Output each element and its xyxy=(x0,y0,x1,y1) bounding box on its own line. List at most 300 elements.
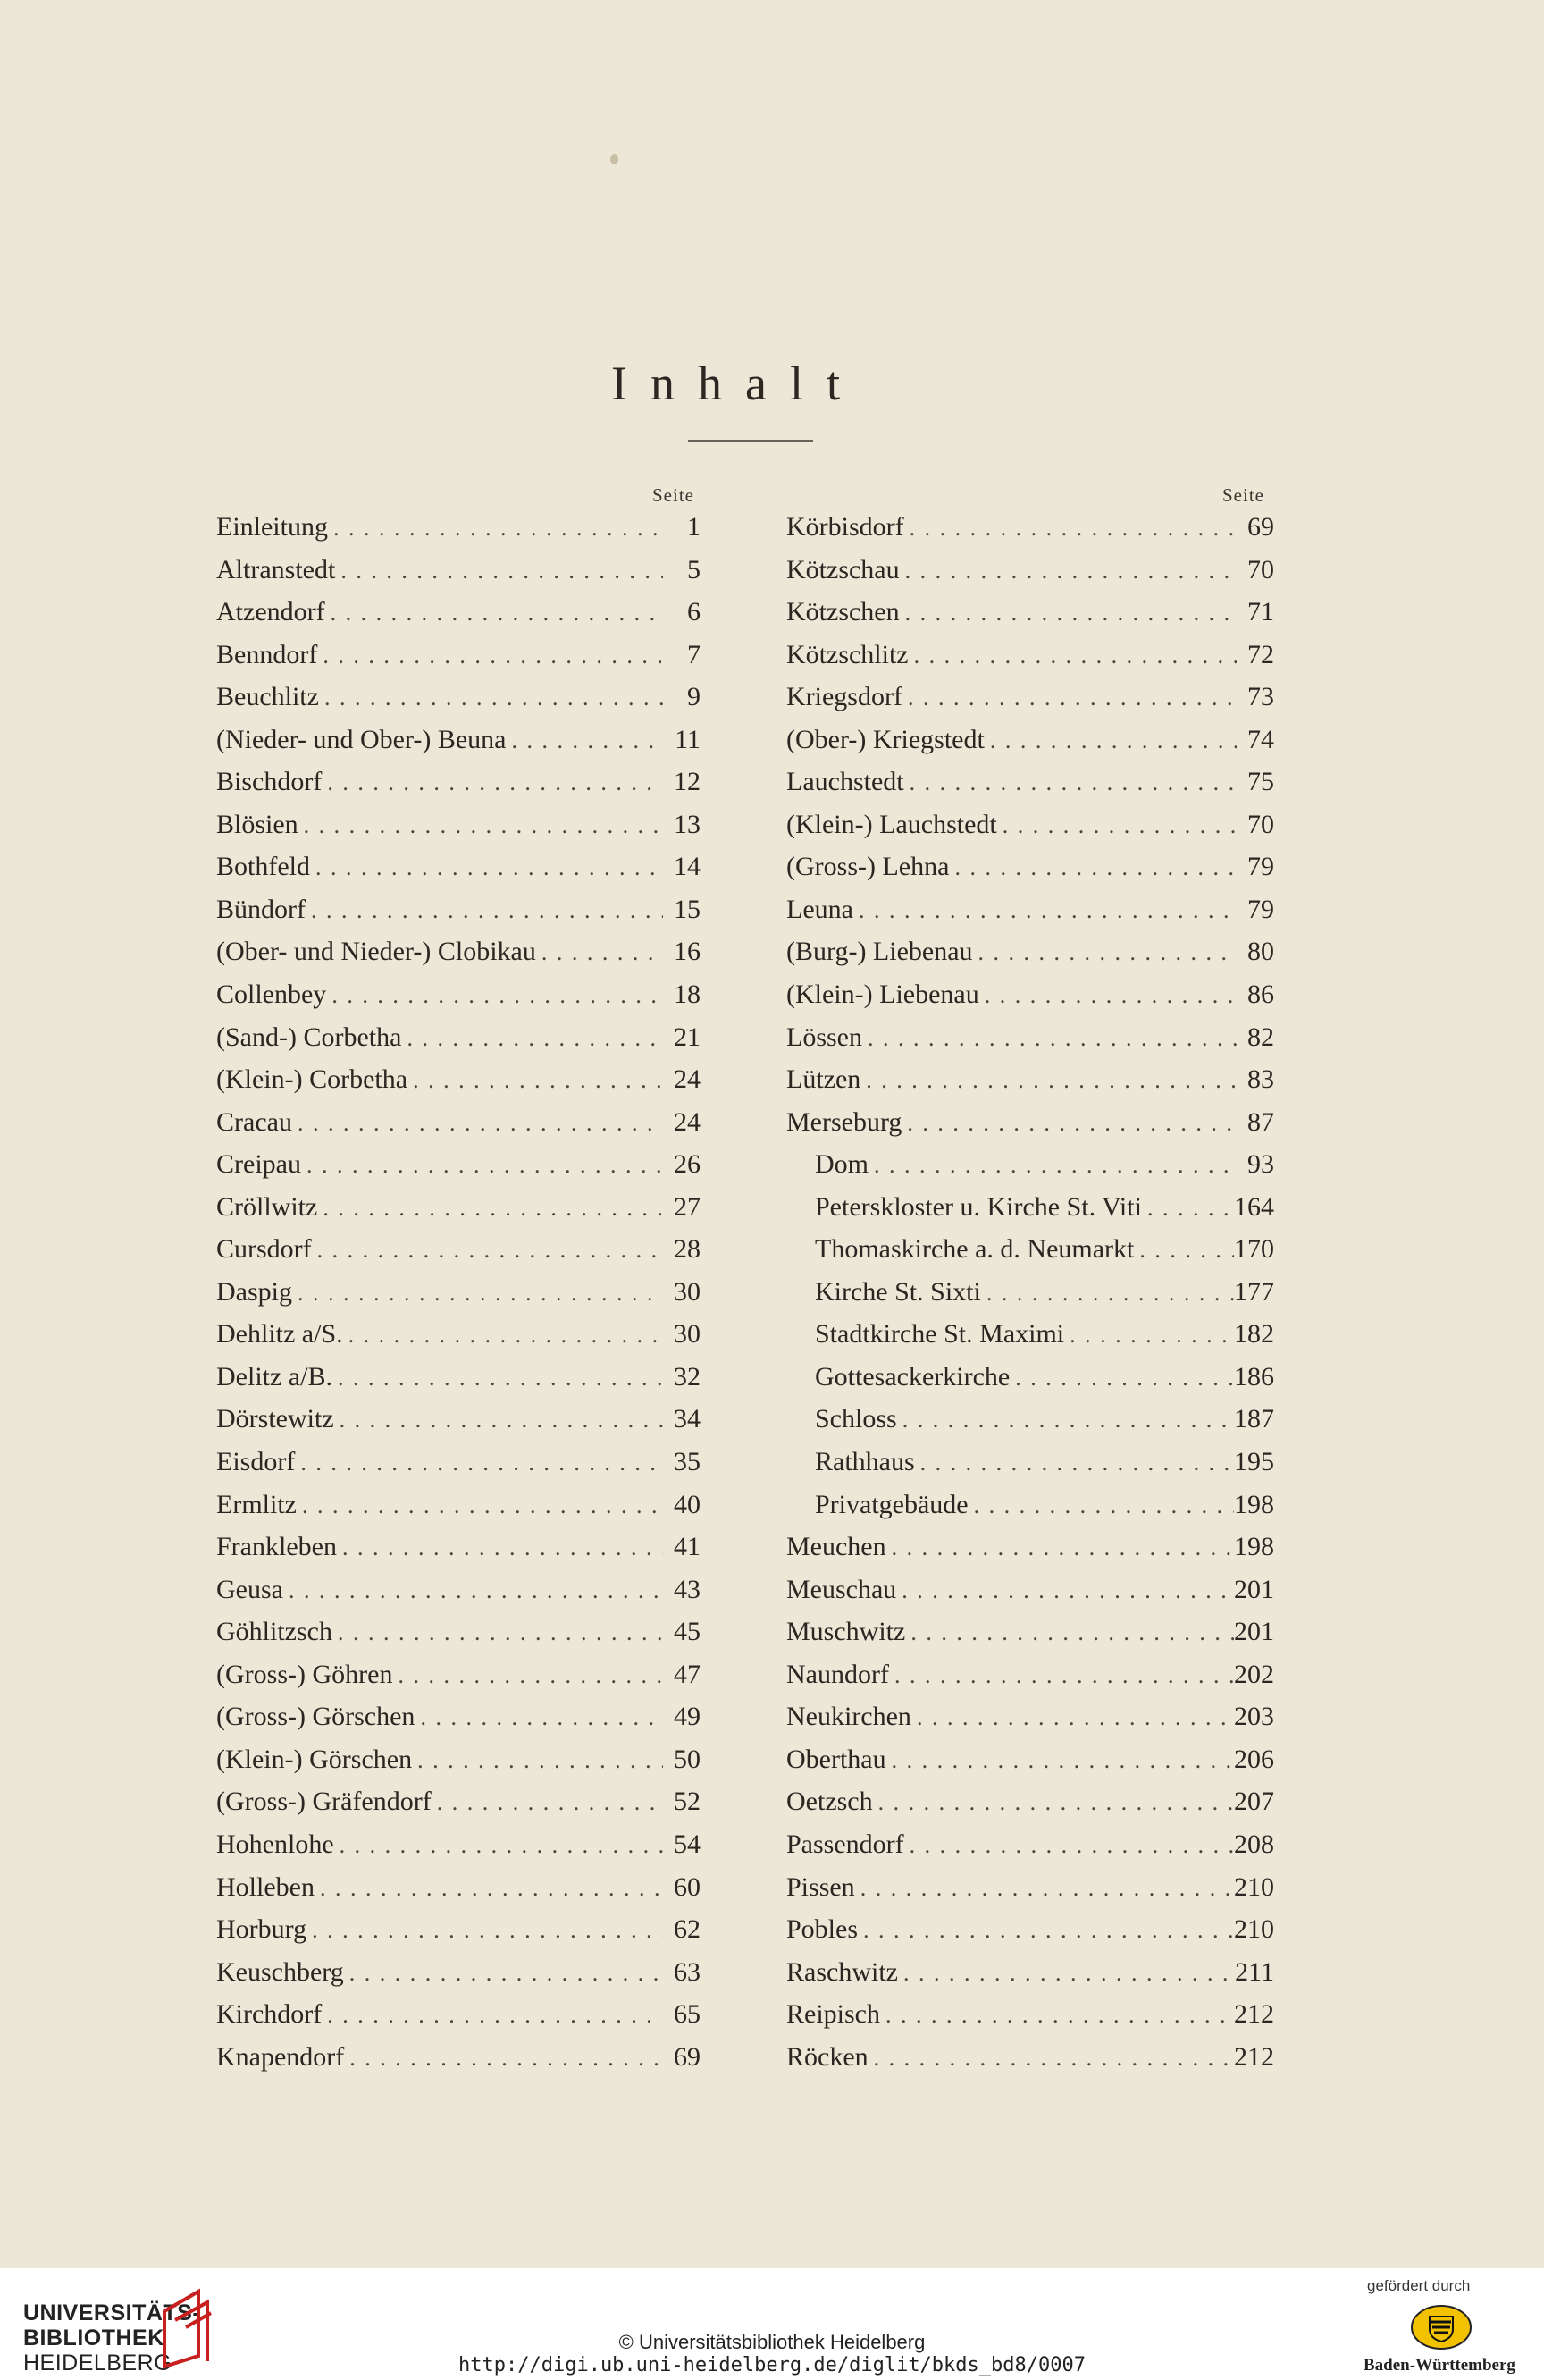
dot-leader xyxy=(325,592,663,634)
toc-entry-name: Einleitung xyxy=(216,512,328,542)
dot-leader xyxy=(319,677,663,719)
toc-entry-page: 203 xyxy=(1234,1702,1274,1732)
dot-leader xyxy=(295,1442,663,1484)
toc-entry xyxy=(216,1908,701,1951)
dot-leader xyxy=(292,1102,663,1144)
toc-entry-page: 34 xyxy=(674,1404,701,1434)
toc-entry-name: Holleben xyxy=(216,1871,315,1902)
toc-entry xyxy=(216,1058,701,1101)
toc-entry-name: Bischdorf xyxy=(216,767,323,797)
toc-entry-name: Pobles xyxy=(786,1914,859,1945)
toc-entry-page: 49 xyxy=(674,1702,701,1732)
toc-entry xyxy=(216,506,701,549)
dot-leader xyxy=(334,1824,663,1866)
toc-entry-name: Privatgebäude xyxy=(815,1489,969,1519)
toc-entry-page: 52 xyxy=(674,1787,701,1817)
dot-leader xyxy=(301,1144,663,1186)
toc-entry xyxy=(786,1610,1274,1653)
toc-entry xyxy=(216,1951,701,1994)
toc-entry-page: 70 xyxy=(1247,809,1274,839)
dot-leader xyxy=(283,1569,663,1611)
toc-entry-page: 18 xyxy=(674,980,701,1010)
dot-leader xyxy=(315,1867,663,1909)
toc-entry-name: Cröllwitz xyxy=(216,1191,318,1222)
toc-entry-name: Passendorf xyxy=(786,1829,904,1859)
state-crest-icon xyxy=(1410,2304,1473,2351)
toc-entry-page: 202 xyxy=(1234,1659,1274,1689)
toc-entry xyxy=(786,973,1274,1016)
toc-entry xyxy=(786,1271,1274,1314)
dot-leader xyxy=(322,761,663,803)
toc-entry-page: 164 xyxy=(1234,1191,1274,1222)
title-rule xyxy=(688,440,813,442)
toc-entry-page: 198 xyxy=(1234,1489,1274,1519)
dot-leader xyxy=(326,974,663,1016)
dot-leader xyxy=(332,1357,663,1399)
dot-leader xyxy=(880,1994,1234,2036)
toc-entry-name: Reipisch xyxy=(786,1999,880,2030)
toc-entry xyxy=(786,1695,1274,1738)
dot-leader xyxy=(896,1569,1234,1611)
toc-entry-name: Lössen xyxy=(786,1022,862,1052)
toc-entry xyxy=(786,1441,1274,1484)
toc-entry-page: 86 xyxy=(1247,980,1274,1010)
toc-entry-name: Beuchlitz xyxy=(216,682,319,712)
toc-entry xyxy=(216,676,701,719)
toc-entry-page: 60 xyxy=(674,1871,701,1902)
toc-entry xyxy=(216,930,701,973)
toc-entry xyxy=(786,1993,1274,2036)
toc-entry-name: Gottesackerkirche xyxy=(815,1361,1011,1392)
dot-leader xyxy=(335,550,663,592)
toc-entry-page: 186 xyxy=(1234,1361,1274,1392)
toc-entry xyxy=(786,591,1274,634)
toc-entry-name: (Gross-) Göhren xyxy=(216,1659,393,1689)
toc-entry-page: 32 xyxy=(674,1361,701,1392)
dot-leader xyxy=(985,719,1237,761)
dot-leader xyxy=(298,804,663,846)
dot-leader xyxy=(317,1187,663,1229)
library-name-line3: HEIDELBERG xyxy=(23,2351,172,2376)
toc-entry-page: 50 xyxy=(674,1744,701,1774)
toc-entry-name: Göhlitzsch xyxy=(216,1617,332,1647)
toc-entry-name: Kriegsdorf xyxy=(786,682,902,712)
dot-leader xyxy=(292,1272,663,1314)
toc-entry-name: Merseburg xyxy=(786,1106,902,1137)
dot-leader xyxy=(909,635,1237,677)
toc-entry-page: 201 xyxy=(1234,1617,1274,1647)
toc-entry-page: 45 xyxy=(674,1617,701,1647)
toc-entry-name: Daspig xyxy=(216,1276,292,1307)
toc-entry xyxy=(216,1186,701,1229)
toc-entry-page: 80 xyxy=(1247,937,1274,967)
toc-entry-name: Kirchdorf xyxy=(216,1999,323,2030)
library-name-line1: UNIVERSITÄTS- xyxy=(23,2300,201,2325)
toc-entry-name: Cracau xyxy=(216,1106,292,1137)
toc-entry xyxy=(216,1398,701,1441)
toc-entry-page: 35 xyxy=(674,1447,701,1477)
dot-leader xyxy=(886,1739,1234,1781)
toc-entry-name: Kirche St. Sixti xyxy=(815,1276,981,1307)
dot-leader xyxy=(868,2037,1234,2079)
dot-leader xyxy=(902,677,1237,719)
toc-entry-page: 83 xyxy=(1247,1064,1274,1095)
library-name-line2: BIBLIOTHEK xyxy=(23,2325,164,2351)
toc-entry-name: Altranstedt xyxy=(216,554,336,584)
toc-entry xyxy=(216,1101,701,1144)
toc-entry xyxy=(786,803,1274,846)
toc-entry xyxy=(786,761,1274,803)
toc-entry-page: 41 xyxy=(674,1532,701,1562)
toc-entry xyxy=(786,2036,1274,2079)
toc-entry-name: Thomaskirche a. d. Neumarkt xyxy=(815,1234,1135,1265)
toc-entry-name: Benndorf xyxy=(216,639,318,669)
toc-entry xyxy=(786,1313,1274,1356)
toc-entry-name: Blösien xyxy=(216,809,298,839)
toc-entry xyxy=(216,549,701,592)
toc-entry-name: Geusa xyxy=(216,1574,283,1604)
toc-entry-name: (Gross-) Görschen xyxy=(216,1702,415,1732)
toc-entry xyxy=(786,1143,1274,1186)
toc-entry-page: 30 xyxy=(674,1319,701,1350)
toc-entry xyxy=(786,1484,1274,1526)
toc-entry xyxy=(786,888,1274,931)
toc-entry-page: 195 xyxy=(1234,1447,1274,1477)
toc-entry-page: 177 xyxy=(1234,1276,1274,1307)
toc-entry-page: 16 xyxy=(674,937,701,967)
toc-entry-name: Eisdorf xyxy=(216,1447,296,1477)
toc-entry-page: 54 xyxy=(674,1829,701,1859)
toc-entry-page: 208 xyxy=(1234,1829,1274,1859)
toc-entry xyxy=(216,1313,701,1356)
toc-entry-page: 211 xyxy=(1235,1956,1274,1987)
toc-entry-page: 212 xyxy=(1234,2041,1274,2072)
toc-entry-name: Ermlitz xyxy=(216,1489,297,1519)
toc-entry-page: 63 xyxy=(674,1956,701,1987)
dot-leader xyxy=(322,1994,663,2036)
toc-entry-name: (Klein-) Lauchstedt xyxy=(786,809,997,839)
toc-entry-page: 72 xyxy=(1247,639,1274,669)
toc-entry-name: Collenbey xyxy=(216,980,327,1010)
toc-entry xyxy=(786,845,1274,888)
dot-leader xyxy=(407,1059,663,1101)
toc-entry xyxy=(216,1143,701,1186)
dot-leader xyxy=(897,1399,1234,1441)
toc-entry-page: 187 xyxy=(1234,1404,1274,1434)
dot-leader xyxy=(332,1611,663,1653)
dot-leader xyxy=(415,1696,663,1738)
dot-leader xyxy=(306,889,663,931)
toc-entry-name: Hohenlohe xyxy=(216,1829,334,1859)
toc-entry-page: 24 xyxy=(674,1106,701,1137)
toc-entry-name: (Nieder- und Ober-) Beuna xyxy=(216,724,507,754)
funder-name: Baden-Württemberg xyxy=(1364,2356,1515,2375)
toc-entry-name: Atzendorf xyxy=(216,597,325,627)
toc-entry-name: Bündorf xyxy=(216,894,306,924)
toc-entry-name: Lützen xyxy=(786,1064,861,1095)
dot-leader xyxy=(853,889,1237,931)
dot-leader xyxy=(997,804,1237,846)
toc-entry xyxy=(216,845,701,888)
toc-entry-name: Meuschau xyxy=(786,1574,897,1604)
dot-leader xyxy=(904,507,1237,549)
toc-right-column xyxy=(786,506,1274,2078)
toc-left-column xyxy=(216,506,701,2078)
toc-entry xyxy=(216,634,701,677)
toc-entry xyxy=(216,888,701,931)
toc-entry xyxy=(786,1228,1274,1271)
toc-entry-page: 30 xyxy=(674,1276,701,1307)
dot-leader xyxy=(536,931,663,973)
toc-entry-name: (Klein-) Corbetha xyxy=(216,1064,408,1095)
toc-entry-page: 15 xyxy=(674,894,701,924)
toc-entry-name: Leuna xyxy=(786,894,853,924)
dot-leader xyxy=(902,1102,1237,1144)
toc-entry-name: Kötzschlitz xyxy=(786,639,909,669)
toc-entry-page: 27 xyxy=(674,1191,701,1222)
dot-leader xyxy=(915,1442,1234,1484)
dot-leader xyxy=(911,1696,1234,1738)
toc-entry-name: Schloss xyxy=(815,1404,897,1434)
toc-entry-name: Naundorf xyxy=(786,1659,889,1689)
toc-entry xyxy=(786,1653,1274,1696)
toc-entry-page: 62 xyxy=(674,1914,701,1945)
toc-entry-page: 24 xyxy=(674,1064,701,1095)
toc-entry-name: Dörstewitz xyxy=(216,1404,334,1434)
dot-leader xyxy=(868,1144,1237,1186)
toc-entry-name: Cursdorf xyxy=(216,1234,312,1265)
dot-leader xyxy=(862,1017,1237,1059)
toc-entry xyxy=(786,1866,1274,1909)
toc-entry-name: (Ober-) Kriegstedt xyxy=(786,724,985,754)
footer-bar xyxy=(0,2268,1544,2380)
toc-entry-name: Oetzsch xyxy=(786,1787,873,1817)
toc-entry-page: 6 xyxy=(687,597,701,627)
dot-leader xyxy=(905,1611,1234,1653)
toc-entry-page: 210 xyxy=(1234,1914,1274,1945)
dot-leader xyxy=(507,719,664,761)
toc-entry-name: (Burg-) Liebenau xyxy=(786,937,973,967)
toc-entry xyxy=(216,803,701,846)
dot-leader xyxy=(858,1909,1234,1951)
left-column-header: Seite xyxy=(652,484,694,506)
dot-leader xyxy=(979,974,1237,1016)
toc-entry-page: 1 xyxy=(687,512,701,542)
source-url-link[interactable]: http://digi.ub.uni-heidelberg.de/diglit/bkds_bd8/0007 xyxy=(458,2354,1086,2376)
toc-entry-page: 69 xyxy=(674,2041,701,2072)
dot-leader xyxy=(401,1017,663,1059)
toc-entry-page: 7 xyxy=(687,639,701,669)
toc-entry-name: (Ober- und Nieder-) Clobikau xyxy=(216,937,536,967)
toc-entry-page: 43 xyxy=(674,1574,701,1604)
dot-leader xyxy=(343,1314,663,1356)
toc-entry-page: 21 xyxy=(674,1022,701,1052)
dot-leader xyxy=(900,550,1237,592)
toc-entry-name: Peterskloster u. Kirche St. Viti xyxy=(815,1191,1142,1222)
toc-entry-page: 28 xyxy=(674,1234,701,1265)
toc-entry-page: 47 xyxy=(674,1659,701,1689)
dot-leader xyxy=(949,846,1237,888)
dot-leader xyxy=(898,1952,1235,1994)
toc-entry xyxy=(216,591,701,634)
dot-leader xyxy=(860,1059,1237,1101)
toc-entry-page: 26 xyxy=(674,1149,701,1180)
dot-leader xyxy=(312,1229,663,1271)
toc-entry-name: Stadtkirche St. Maximi xyxy=(815,1319,1065,1350)
copyright-text: © Universitätsbibliothek Heidelberg xyxy=(618,2331,926,2353)
toc-entry-page: 210 xyxy=(1234,1871,1274,1902)
dot-leader xyxy=(855,1867,1234,1909)
dot-leader xyxy=(310,846,663,888)
toc-entry xyxy=(786,506,1274,549)
toc-entry-name: Meuchen xyxy=(786,1532,886,1562)
toc-entry-name: Kötzschen xyxy=(786,597,900,627)
toc-entry-page: 170 xyxy=(1234,1234,1274,1265)
toc-entry-name: Dehlitz a/S. xyxy=(216,1319,343,1350)
toc-entry xyxy=(216,1271,701,1314)
dot-leader xyxy=(900,592,1237,634)
toc-entry xyxy=(216,1484,701,1526)
toc-entry-name: Raschwitz xyxy=(786,1956,898,1987)
toc-entry-page: 79 xyxy=(1247,894,1274,924)
toc-entry-name: Kötzschau xyxy=(786,554,900,584)
toc-entry-name: Creipau xyxy=(216,1149,301,1180)
toc-entry-name: Rathhaus xyxy=(815,1447,915,1477)
dot-leader xyxy=(969,1484,1234,1526)
toc-entry xyxy=(786,719,1274,761)
toc-entry xyxy=(786,1016,1274,1059)
toc-entry-page: 198 xyxy=(1234,1532,1274,1562)
toc-entry xyxy=(216,719,701,761)
toc-entry xyxy=(786,1951,1274,1994)
toc-entry-page: 207 xyxy=(1234,1787,1274,1817)
dot-leader xyxy=(344,1952,663,1994)
toc-entry-page: 5 xyxy=(687,554,701,584)
toc-entry-page: 12 xyxy=(674,767,701,797)
dot-leader xyxy=(1064,1314,1234,1356)
dot-leader xyxy=(344,2037,663,2079)
toc-entry-page: 206 xyxy=(1234,1744,1274,1774)
toc-entry-page: 74 xyxy=(1247,724,1274,754)
toc-entry xyxy=(786,1356,1274,1399)
toc-entry xyxy=(786,1738,1274,1781)
toc-entry-name: Dom xyxy=(815,1149,868,1180)
toc-entry xyxy=(216,1610,701,1653)
toc-entry xyxy=(216,1568,701,1611)
toc-entry-name: (Klein-) Görschen xyxy=(216,1744,413,1774)
toc-entry-name: Frankleben xyxy=(216,1532,337,1562)
dot-leader xyxy=(904,1824,1234,1866)
toc-entry xyxy=(786,1186,1274,1229)
dot-leader xyxy=(432,1781,663,1823)
toc-entry-name: Lauchstedt xyxy=(786,767,904,797)
toc-entry-page: 71 xyxy=(1247,597,1274,627)
toc-entry-page: 9 xyxy=(687,682,701,712)
toc-entry-page: 182 xyxy=(1234,1319,1274,1350)
page-title: Inhalt xyxy=(611,357,863,410)
toc-entry xyxy=(216,1228,701,1271)
toc-entry-page: 93 xyxy=(1247,1149,1274,1180)
toc-entry xyxy=(216,1526,701,1568)
toc-entry-name: Neukirchen xyxy=(786,1702,911,1732)
dot-leader xyxy=(873,1781,1234,1823)
toc-entry xyxy=(786,549,1274,592)
toc-entry-page: 75 xyxy=(1247,767,1274,797)
toc-entry xyxy=(786,676,1274,719)
toc-entry xyxy=(216,2036,701,2079)
toc-entry xyxy=(216,1738,701,1781)
dot-leader xyxy=(981,1272,1234,1314)
toc-entry-page: 70 xyxy=(1247,554,1274,584)
toc-entry xyxy=(786,1101,1274,1144)
dot-leader xyxy=(337,1526,663,1568)
toc-entry-page: 13 xyxy=(674,809,701,839)
toc-entry-page: 79 xyxy=(1247,852,1274,882)
dot-leader xyxy=(297,1484,663,1526)
dot-leader xyxy=(392,1654,663,1696)
dot-leader xyxy=(328,507,663,549)
dot-leader xyxy=(317,635,663,677)
dot-leader xyxy=(306,1909,663,1951)
toc-entry-name: Muschwitz xyxy=(786,1617,906,1647)
toc-entry xyxy=(216,1993,701,2036)
toc-entry-page: 82 xyxy=(1247,1022,1274,1052)
toc-entry-page: 65 xyxy=(674,1999,701,2030)
toc-entry-name: Körbisdorf xyxy=(786,512,904,542)
toc-entry-page: 14 xyxy=(674,852,701,882)
toc-entry xyxy=(786,1058,1274,1101)
dot-leader xyxy=(1010,1357,1234,1399)
toc-entry-name: Keuschberg xyxy=(216,1956,344,1987)
right-column-header: Seite xyxy=(1222,484,1264,506)
toc-entry-page: 87 xyxy=(1247,1106,1274,1137)
dot-leader xyxy=(886,1526,1234,1568)
toc-entry xyxy=(786,1780,1274,1823)
toc-entry xyxy=(786,930,1274,973)
toc-entry xyxy=(786,1908,1274,1951)
toc-entry-page: 201 xyxy=(1234,1574,1274,1604)
dot-leader xyxy=(334,1399,663,1441)
toc-entry-name: (Gross-) Gräfendorf xyxy=(216,1787,432,1817)
toc-entry-name: Horburg xyxy=(216,1914,307,1945)
toc-entry xyxy=(786,1526,1274,1568)
toc-entry xyxy=(216,1356,701,1399)
toc-entry xyxy=(786,1568,1274,1611)
toc-entry xyxy=(216,1695,701,1738)
dot-leader xyxy=(889,1654,1234,1696)
toc-entry-page: 11 xyxy=(675,724,701,754)
toc-entry xyxy=(216,1653,701,1696)
toc-entry xyxy=(216,973,701,1016)
toc-entry-name: Knapendorf xyxy=(216,2041,345,2072)
toc-entry-name: (Klein-) Liebenau xyxy=(786,980,979,1010)
dot-leader xyxy=(973,931,1237,973)
toc-entry-page: 212 xyxy=(1234,1999,1274,2030)
toc-entry-name: Röcken xyxy=(786,2041,868,2072)
toc-entry-page: 40 xyxy=(674,1489,701,1519)
toc-entry-name: (Sand-) Corbetha xyxy=(216,1022,402,1052)
toc-entry xyxy=(216,1780,701,1823)
toc-entry xyxy=(216,761,701,803)
funded-by-label: gefördert durch xyxy=(1367,2277,1471,2294)
toc-entry-page: 69 xyxy=(1247,512,1274,542)
toc-entry-name: Oberthau xyxy=(786,1744,886,1774)
toc-entry-name: Bothfeld xyxy=(216,852,310,882)
dot-leader xyxy=(412,1739,663,1781)
toc-entry xyxy=(786,1398,1274,1441)
toc-entry xyxy=(786,634,1274,677)
toc-entry xyxy=(216,1823,701,1866)
